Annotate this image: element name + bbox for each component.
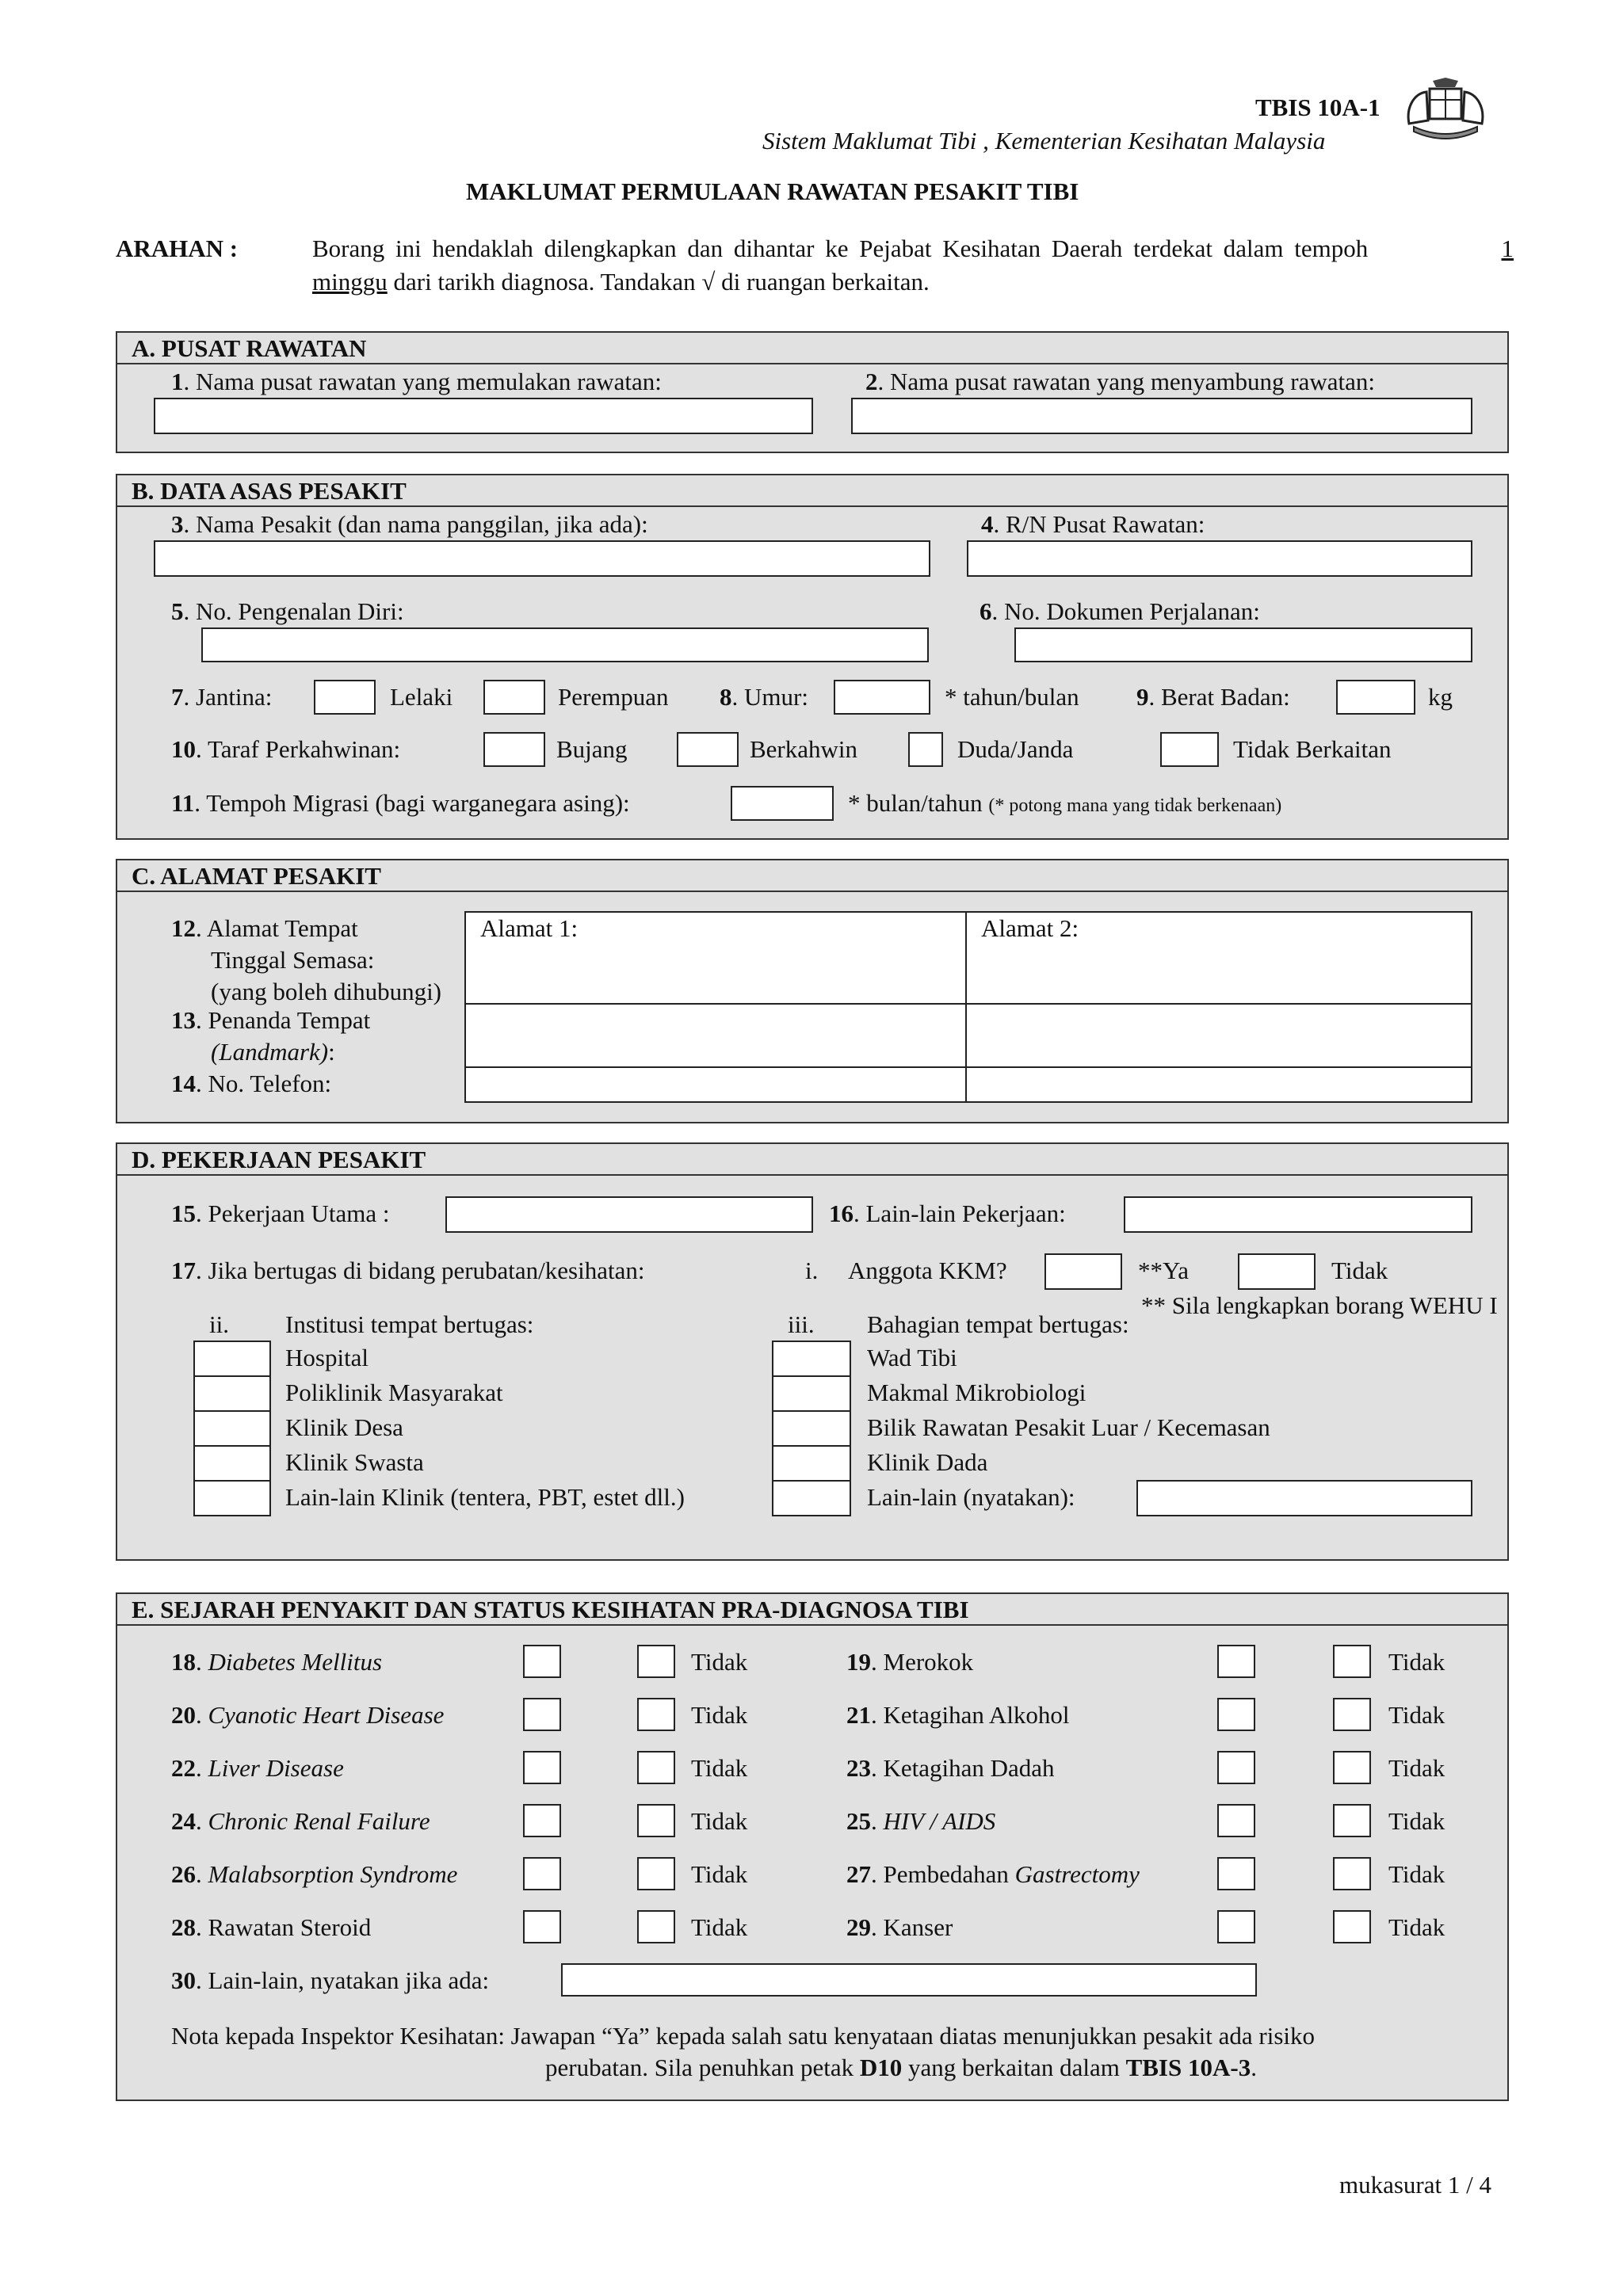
department-outpatient-checkbox[interactable]	[772, 1410, 851, 1447]
department-outpatient-label: Bilik Rawatan Pesakit Luar / Kecemasan	[867, 1413, 1270, 1441]
phone-2-input[interactable]	[965, 1066, 1472, 1103]
condition-24-no-checkbox[interactable]	[637, 1804, 675, 1837]
q30-label: 30. Lain-lain, nyatakan jika ada:	[171, 1966, 490, 1994]
q15-label: 15. Pekerjaan Utama :	[171, 1199, 390, 1227]
q2-label: 2. Nama pusat rawatan yang menyambung rawatan:	[865, 368, 1376, 395]
gender-female-label: Perempuan	[558, 683, 669, 711]
q17-ii-label: Institusi tempat bertugas:	[285, 1310, 534, 1338]
section-b-header	[117, 475, 1507, 507]
condition-24-label: 24. Chronic Renal Failure	[171, 1807, 430, 1835]
section-d	[116, 1142, 1509, 1561]
q8-label: 8. Umur:	[720, 683, 808, 711]
condition-20-label: 20. Cyanotic Heart Disease	[171, 1701, 445, 1729]
q9-weight-input[interactable]	[1336, 680, 1415, 715]
condition-25-yes-checkbox[interactable]	[1217, 1804, 1255, 1837]
condition-27-no-checkbox[interactable]	[1333, 1857, 1371, 1890]
landmark-1-input[interactable]	[464, 1003, 967, 1068]
condition-28-yes-checkbox[interactable]	[523, 1910, 561, 1943]
q4-label: 4. R/N Pusat Rawatan:	[981, 510, 1205, 538]
condition-23-no-checkbox[interactable]	[1333, 1751, 1371, 1784]
address-1-label: Alamat 1:	[480, 914, 579, 942]
condition-25-label: 25. HIV / AIDS	[846, 1807, 996, 1835]
condition-19-label: 19. Merokok	[846, 1648, 974, 1676]
condition-20-yes-checkbox[interactable]	[523, 1698, 561, 1731]
condition-27-yes-checkbox[interactable]	[1217, 1857, 1255, 1890]
q10-label: 10. Taraf Perkahwinan:	[171, 735, 401, 763]
q15-main-occupation-input[interactable]	[445, 1196, 813, 1233]
department-other-input[interactable]	[1136, 1480, 1472, 1516]
q17-iii-label: Bahagian tempat bertugas:	[867, 1310, 1129, 1338]
inspector-note-line-2: perubatan. Sila penuhkan petak D10 yang berkaitan dalam TBIS 10A-3.	[545, 2054, 1257, 2081]
condition-22-no-label: Tidak	[691, 1754, 748, 1782]
landmark-2-input[interactable]	[965, 1003, 1472, 1068]
migration-unit-label: * bulan/tahun (* potong mana yang tidak berkenaan)	[848, 789, 1282, 817]
instructions-text: Borang ini hendaklah dilengkapkan dan dihantar ke Pejabat Kesihatan Daerah terdekat dalam tempoh	[312, 235, 1369, 262]
condition-27-no-label: Tidak	[1388, 1860, 1445, 1888]
condition-24-no-label: Tidak	[691, 1807, 748, 1835]
department-wad-tibi-label: Wad Tibi	[867, 1344, 957, 1371]
q3-label: 3. Nama Pesakit (dan nama panggilan, jika ada):	[171, 510, 648, 538]
marital-na-label: Tidak Berkaitan	[1233, 735, 1392, 763]
q13-label-2: (Landmark):	[211, 1038, 335, 1066]
system-name: Sistem Maklumat Tibi , Kementerian Kesihatan Malaysia	[762, 127, 1326, 154]
instructions-period-number: 1	[1501, 235, 1514, 262]
department-klinik-dada-checkbox[interactable]	[772, 1445, 851, 1482]
section-a-header	[117, 333, 1507, 364]
q7-label: 7. Jantina:	[171, 683, 273, 711]
section-a	[116, 331, 1509, 453]
marital-na-checkbox[interactable]	[1160, 732, 1219, 767]
condition-23-yes-checkbox[interactable]	[1217, 1751, 1255, 1784]
marital-married-checkbox[interactable]	[677, 732, 739, 767]
section-b-title: B. DATA ASAS PESAKIT	[132, 477, 407, 505]
coat-of-arms-logo	[1403, 76, 1488, 141]
q6-label: 6. No. Dokumen Perjalanan:	[980, 597, 1260, 625]
department-wad-tibi-checkbox[interactable]	[772, 1341, 851, 1377]
kkm-yes-label: **Ya	[1138, 1257, 1190, 1284]
section-d-header	[117, 1144, 1507, 1176]
q17-iii-num: iii.	[788, 1310, 815, 1338]
condition-26-yes-checkbox[interactable]	[523, 1857, 561, 1890]
condition-29-no-checkbox[interactable]	[1333, 1910, 1371, 1943]
institution-klinik-swasta-checkbox[interactable]	[193, 1445, 271, 1482]
marital-single-checkbox[interactable]	[483, 732, 545, 767]
condition-19-yes-checkbox[interactable]	[1217, 1645, 1255, 1678]
q16-other-occupation-input[interactable]	[1124, 1196, 1472, 1233]
q12-label: 12. Alamat Tempat	[171, 914, 358, 942]
marital-single-label: Bujang	[556, 735, 628, 763]
section-e-header	[117, 1594, 1507, 1626]
q17-ii-num: ii.	[209, 1310, 229, 1338]
condition-26-no-checkbox[interactable]	[637, 1857, 675, 1890]
q30-other-conditions-input[interactable]	[561, 1963, 1257, 1997]
q17-label: 17. Jika bertugas di bidang perubatan/kesihatan:	[171, 1257, 645, 1284]
weight-unit-label: kg	[1428, 683, 1453, 711]
institution-other-label: Lain-lain Klinik (tentera, PBT, estet dll.)	[285, 1483, 685, 1511]
condition-20-no-checkbox[interactable]	[637, 1698, 675, 1731]
condition-23-label: 23. Ketagihan Dadah	[846, 1754, 1055, 1782]
address-1-field[interactable]	[464, 911, 967, 1005]
phone-1-input[interactable]	[464, 1066, 967, 1103]
q6-travel-document-input[interactable]	[1014, 627, 1472, 662]
condition-25-no-label: Tidak	[1388, 1807, 1445, 1835]
q12-label-2: Tinggal Semasa:	[211, 946, 375, 974]
condition-21-no-label: Tidak	[1388, 1701, 1445, 1729]
q11-migration-period-input[interactable]	[731, 786, 834, 821]
condition-29-yes-checkbox[interactable]	[1217, 1910, 1255, 1943]
condition-26-label: 26. Malabsorption Syndrome	[171, 1860, 458, 1888]
age-unit-label: * tahun/bulan	[945, 683, 1079, 711]
condition-21-label: 21. Ketagihan Alkohol	[846, 1701, 1070, 1729]
address-2-label: Alamat 2:	[981, 914, 1079, 942]
instructions-text-2: dari tarikh diagnosa. Tandakan √ di ruangan berkaitan.	[387, 268, 930, 296]
institution-hospital-label: Hospital	[285, 1344, 369, 1371]
address-2-field[interactable]	[965, 911, 1472, 1005]
q3-patient-name-input[interactable]	[154, 540, 930, 577]
gender-male-checkbox[interactable]	[314, 680, 376, 715]
condition-18-no-checkbox[interactable]	[637, 1645, 675, 1678]
q17-i-num: i.	[805, 1257, 819, 1284]
wehu-note: ** Sila lengkapkan borang WEHU I	[1141, 1291, 1498, 1319]
department-other-checkbox[interactable]	[772, 1480, 851, 1516]
condition-19-no-checkbox[interactable]	[1333, 1645, 1371, 1678]
condition-29-label: 29. Kanser	[846, 1913, 953, 1941]
gender-male-label: Lelaki	[390, 683, 453, 711]
q1-label: 1. Nama pusat rawatan yang memulakan rawatan:	[171, 368, 662, 395]
condition-27-label: 27. Pembedahan Gastrectomy	[846, 1860, 1140, 1888]
q5-identity-number-input[interactable]	[201, 627, 929, 662]
q5-label: 5. No. Pengenalan Diri:	[171, 597, 404, 625]
department-other-label: Lain-lain (nyatakan):	[867, 1483, 1075, 1511]
marital-married-label: Berkahwin	[750, 735, 858, 763]
condition-24-yes-checkbox[interactable]	[523, 1804, 561, 1837]
institution-poliklinik-checkbox[interactable]	[193, 1375, 271, 1412]
page-number: mukasurat 1 / 4	[1339, 2171, 1491, 2199]
q1-treatment-start-center-input[interactable]	[154, 398, 813, 434]
condition-29-no-label: Tidak	[1388, 1913, 1445, 1941]
kkm-no-label: Tidak	[1331, 1257, 1388, 1284]
condition-22-yes-checkbox[interactable]	[523, 1751, 561, 1784]
q12-note: (yang boleh dihubungi)	[211, 978, 442, 1005]
department-klinik-dada-label: Klinik Dada	[867, 1448, 988, 1476]
q9-label: 9. Berat Badan:	[1136, 683, 1290, 711]
section-c	[116, 859, 1509, 1123]
condition-18-label: 18. Diabetes Mellitus	[171, 1648, 383, 1676]
marital-widowed-checkbox[interactable]	[908, 732, 943, 767]
institution-hospital-checkbox[interactable]	[193, 1341, 271, 1377]
section-e-title: E. SEJARAH PENYAKIT DAN STATUS KESIHATAN PRA-DIAGNOSA TIBI	[132, 1596, 969, 1623]
condition-21-yes-checkbox[interactable]	[1217, 1698, 1255, 1731]
section-a-title: A. PUSAT RAWATAN	[132, 334, 367, 362]
institution-klinik-desa-label: Klinik Desa	[285, 1413, 403, 1441]
kkm-no-checkbox[interactable]	[1238, 1253, 1316, 1290]
institution-other-checkbox[interactable]	[193, 1480, 271, 1516]
condition-22-no-checkbox[interactable]	[637, 1751, 675, 1784]
gender-female-checkbox[interactable]	[483, 680, 545, 715]
kkm-yes-checkbox[interactable]	[1044, 1253, 1122, 1290]
page-title: MAKLUMAT PERMULAAN RAWATAN PESAKIT TIBI	[466, 177, 1079, 205]
department-makmal-checkbox[interactable]	[772, 1375, 851, 1412]
condition-19-no-label: Tidak	[1388, 1648, 1445, 1676]
q2-treatment-continue-center-input[interactable]	[851, 398, 1472, 434]
instructions-label: ARAHAN :	[116, 235, 239, 262]
condition-28-label: 28. Rawatan Steroid	[171, 1913, 372, 1941]
condition-25-no-checkbox[interactable]	[1333, 1804, 1371, 1837]
section-e	[116, 1592, 1509, 2101]
instructions-line-2	[312, 268, 930, 296]
q13-label: 13. Penanda Tempat	[171, 1006, 371, 1034]
instructions-line-1	[312, 235, 1514, 263]
form-code: TBIS 10A-1	[1255, 93, 1381, 121]
condition-20-no-label: Tidak	[691, 1701, 748, 1729]
institution-klinik-desa-checkbox[interactable]	[193, 1410, 271, 1447]
inspector-note-line-1: Nota kepada Inspektor Kesihatan: Jawapan “Ya” kepada salah satu kenyataan diatas menunjukkan pesakit ada risiko	[171, 2022, 1316, 2050]
condition-18-yes-checkbox[interactable]	[523, 1645, 561, 1678]
institution-poliklinik-label: Poliklinik Masyarakat	[285, 1379, 503, 1406]
section-c-title: C. ALAMAT PESAKIT	[132, 862, 381, 890]
institution-klinik-swasta-label: Klinik Swasta	[285, 1448, 424, 1476]
condition-28-no-checkbox[interactable]	[637, 1910, 675, 1943]
section-b	[116, 474, 1509, 840]
department-makmal-label: Makmal Mikrobiologi	[867, 1379, 1086, 1406]
condition-22-label: 22. Liver Disease	[171, 1754, 344, 1782]
q4-rn-number-input[interactable]	[967, 540, 1472, 577]
q14-label: 14. No. Telefon:	[171, 1070, 332, 1097]
instructions-period-unit: minggu	[312, 268, 388, 296]
marital-widowed-label: Duda/Janda	[957, 735, 1074, 763]
q11-label: 11. Tempoh Migrasi (bagi warganegara asing):	[171, 789, 630, 817]
q8-age-input[interactable]	[834, 680, 930, 715]
q17-i-label: Anggota KKM?	[848, 1257, 1007, 1284]
condition-18-no-label: Tidak	[691, 1648, 748, 1676]
condition-28-no-label: Tidak	[691, 1913, 748, 1941]
condition-21-no-checkbox[interactable]	[1333, 1698, 1371, 1731]
condition-26-no-label: Tidak	[691, 1860, 748, 1888]
condition-23-no-label: Tidak	[1388, 1754, 1445, 1782]
q16-label: 16. Lain-lain Pekerjaan:	[829, 1199, 1066, 1227]
section-d-title: D. PEKERJAAN PESAKIT	[132, 1146, 426, 1173]
section-c-header	[117, 860, 1507, 892]
